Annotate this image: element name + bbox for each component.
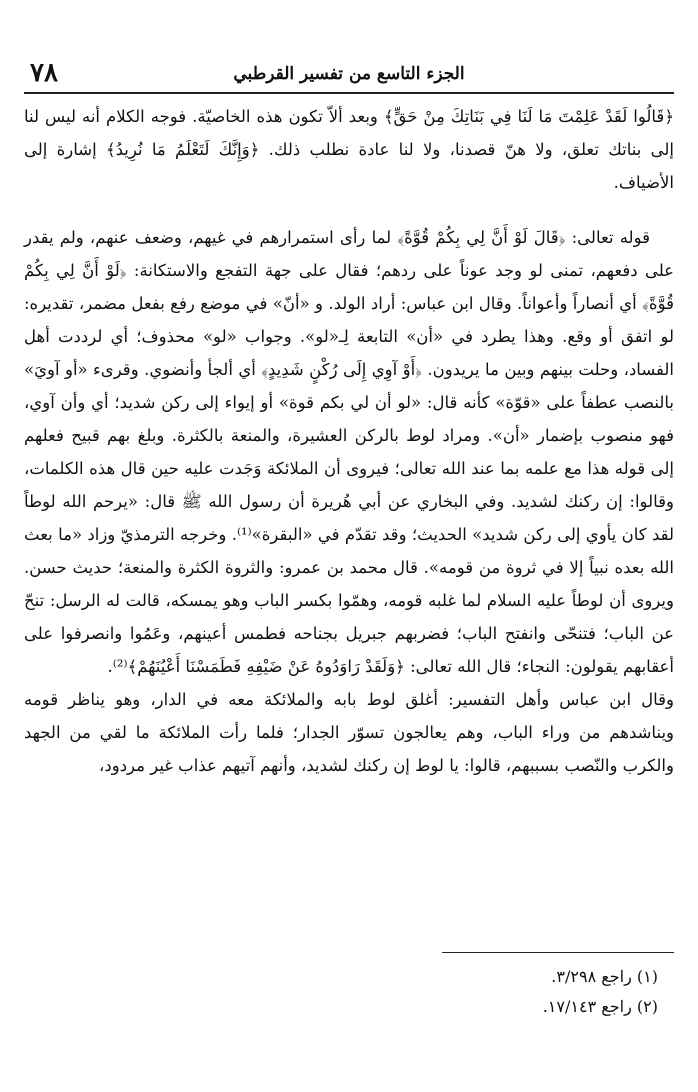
running-title: الجزء التاسع من تفسير القرطبي [233,64,465,84]
paragraph-tafsir: وقال ابن عباس وأهل التفسير: أغلق لوط بابه والملائكة معه في الدار، وهو يناظر قومه ويناشدهم من وراء الباب، وهم يعالجون تسوّر الجدار؛ فلما رأت الملائكة ما لقي من الجهد والكرب والنّصب بسببهم، قالوا: يا لوط إن ركنك لشديد، وأنهم آتيهم عذاب غير مردود، [24,690,674,775]
paragraph-continuation: ﴿قَالُوا لَقَدْ عَلِمْتَ مَا لَنَا فِي بَنَاتِكَ مِنْ حَقٍّ﴾ وبعد ألاّ تكون هذه الخاصيّة. فوجه الكلام أنه ليس لنا إلى بناتك تعلق، ولا هنّ قصدنا، ولا لنا عادة نطلب ذلك. ﴿وَإِنَّكَ لَتَعْلَمُ مَا نُرِيدُ﴾ إشارة إلى الأضياف. [24,107,674,192]
paragraph-commentary: قوله تعالى: ﴿قَالَ لَوْ أَنَّ لِي بِكُمْ قُوَّةً﴾ لما رأى استمرارهم في غيهم، وضعف عنهم، ولم يقدر على دفعهم، تمنى لو وجد عوناً على ردهم؛ فقال على جهة التفجع والاستكانة: ﴿لَوْ أَنَّ لِي بِكُمْ قُوَّةً﴾ أي أنصاراً وأعواناً. وقال ابن عباس: أراد الولد. و «أنّ» في موضع رفع بفعل مضمر، تقديره: لو اتفق أو وقع. وهذا يطرد في «أن» التابعة لِـ«لو». وجواب «لو» محذوف؛ أي لرددت أهل الفساد، وحلت بينهم وبين ما يريدون. ﴿أَوْ آوِي إِلَى رُكْنٍ شَدِيدٍ﴾ أي ألجأ وأنضوي. وقرىء «أو آويَ» بالنصب عطفاً على «قوّة» كأنه قال: «لو أن لي بكم قوة» أو إيواء إلى ركن شديد؛ أي وأن آوي، فهو منصوب بإضمار «أن». ومراد لوط بالركن العشيرة، والمنعة بالكثرة. وبلغ بهم قبيح فعلهم إلى قوله هذا مع علمه بما عند الله تعالى؛ فيروى أن الملائكة وَجَدت عليه حين قال هذه الكلمات، وقالوا: إن ركنك لشديد. وفي البخاري عن أبي هُريرة أن رسول الله ﷺ قال: «يرحم الله لوطاً لقد كان يأوي إلى ركن شديد» الحديث؛ وقد تقدّم في «البقرة»⁽¹⁾. وخرجه الترمذيّ وزاد «ما بعث الله بعده نبياً إلا في ثروة من قومه». قال محمد بن عمرو: والثروة الكثرة والمنعة؛ حديث حسن. ويروى أن لوطاً عليه السلام لما غلبه قومه، وهمّوا بكسر الباب وهو يمسكه، قالت له الرسل: تنحّ عن الباب؛ فتنحّى وانفتح الباب؛ فضربهم جبريل بجناحه فطمس أعينهم، وعَمُوا وانصرفوا على أعقابهم يقولون: النجاء؛ قال الله تعالى: ﴿وَلَقَدْ رَاوَدُوهُ عَنْ ضَيْفِهِ فَطَمَسْنَا أَعْيُنَهُمْ﴾⁽²⁾. [24,228,674,676]
footnote-1: (١) راجع ٣/٢٩٨. [551,967,658,986]
page-number: ٧٨ [30,58,58,88]
page-body [24,100,674,782]
footnote-separator [442,952,674,953]
footnote-2: (٢) راجع ١٧/١٤٣. [542,997,658,1016]
page-header [24,56,674,94]
footnotes [24,962,658,1022]
